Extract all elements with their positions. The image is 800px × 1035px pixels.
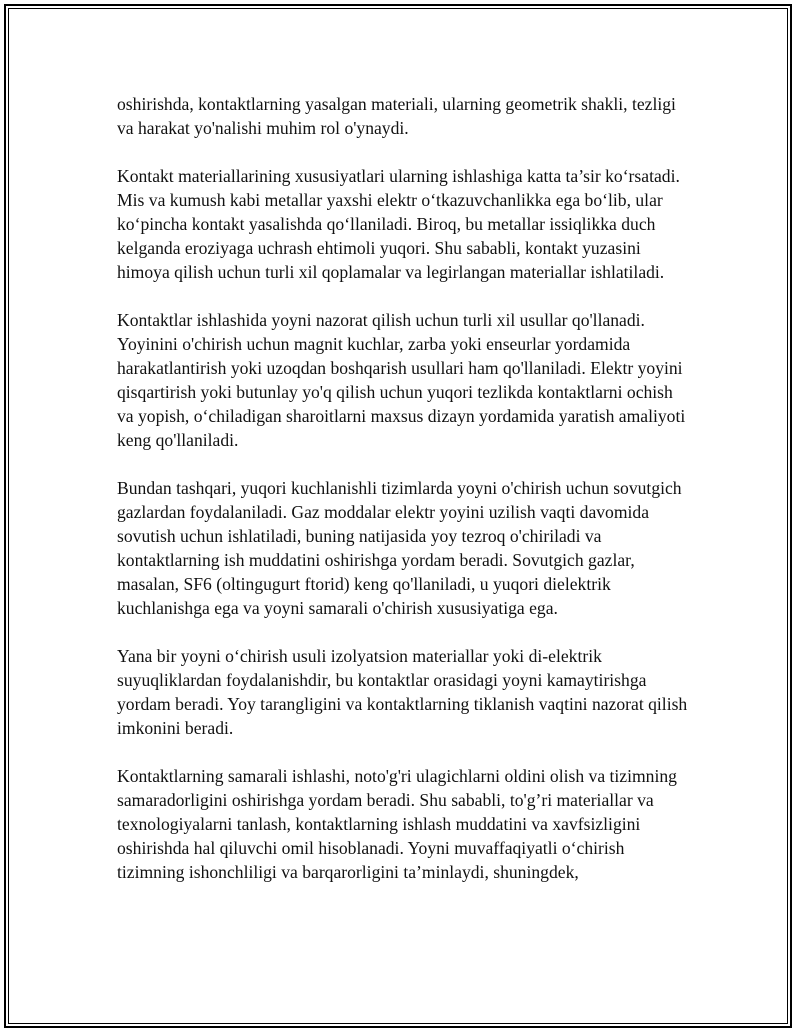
paragraph: Kontaktlarning samarali ishlashi, noto'g'ri ulagichlarni oldini olish va tizimning samaradorligini oshirishga yordam beradi. Shu sababli, to'g’ri materiallar va texnologiyalarni tanlash, kontaktlarning ishlash muddatini va xavfsizligini oshirishda hal qiluvchi omil hisoblanadi. Yoyni muvaffaqiyatli o‘chirish tizimning ishonchliligi va barqarorligini ta’minlaydi, shuningdek, [117, 766, 677, 882]
paragraph: Kontakt materiallarining xususiyatlari ularning ishlashiga katta ta’sir ko‘rsatadi. Mis va kumush kabi metallar yaxshi elektr o‘tkazuvchanlikka ega bo‘lib, ular ko‘pincha kontakt yasalishda qo‘llaniladi. Biroq, bu metallar issiqlikka duch kelganda eroziyaga uchrash ehtimoli yuqori. Shu sababli, kontakt yuzasini himoya qilish uchun turli xil qoplamalar va legirlangan materiallar ishlatiladi. [117, 166, 680, 282]
paragraph: oshirishda, kontaktlarning yasalgan materiali, ularning geometrik shakli, tezligi va harakat yo'nalishi muhim rol o'ynaydi. [117, 94, 676, 138]
paragraph: Bundan tashqari, yuqori kuchlanishli tizimlarda yoyni o'chirish uchun sovutgich gazlardan foydalaniladi. Gaz moddalar elektr yoyini uzilish vaqti davomida sovutish uchun ishlatiladi, buning natijasida yoy tezroq o'chiriladi va kontaktlarning ish muddatini oshirishga yordam beradi. Sovutgich gazlar, masalan, SF6 (oltingugurt ftorid) keng qo'llaniladi, u yuqori dielektrik kuchlanishga ega va yoyni samarali o'chirish xususiyatiga ega. [117, 478, 682, 618]
document-body [117, 92, 691, 908]
paragraph: Yana bir yoyni o‘chirish usuli izolyatsion materiallar yoki di-elektrik suyuqliklardan foydalanishdir, bu kontaktlar orasidagi yoyni kamaytirishga yordam beradi. Yoy tarangligini va kontaktlarning tiklanish vaqtini nazorat qilish imkonini beradi. [117, 646, 688, 738]
paragraph: Kontaktlar ishlashida yoyni nazorat qilish uchun turli xil usullar qo'llanadi. Yoyinini o'chirish uchun magnit kuchlar, zarba yoki enseurlar yordamida harakatlantirish yoki uzoqdan boshqarish usullari ham qo'llaniladi. Elektr yoyini qisqartirish yoki butunlay yo'q qilish uchun yuqori tezlikda kontaktlarni ochish va yopish, o‘chiladigan sharoitlarni maxsus dizayn yordamida yaratish amaliyoti keng qo'llaniladi. [117, 310, 686, 450]
